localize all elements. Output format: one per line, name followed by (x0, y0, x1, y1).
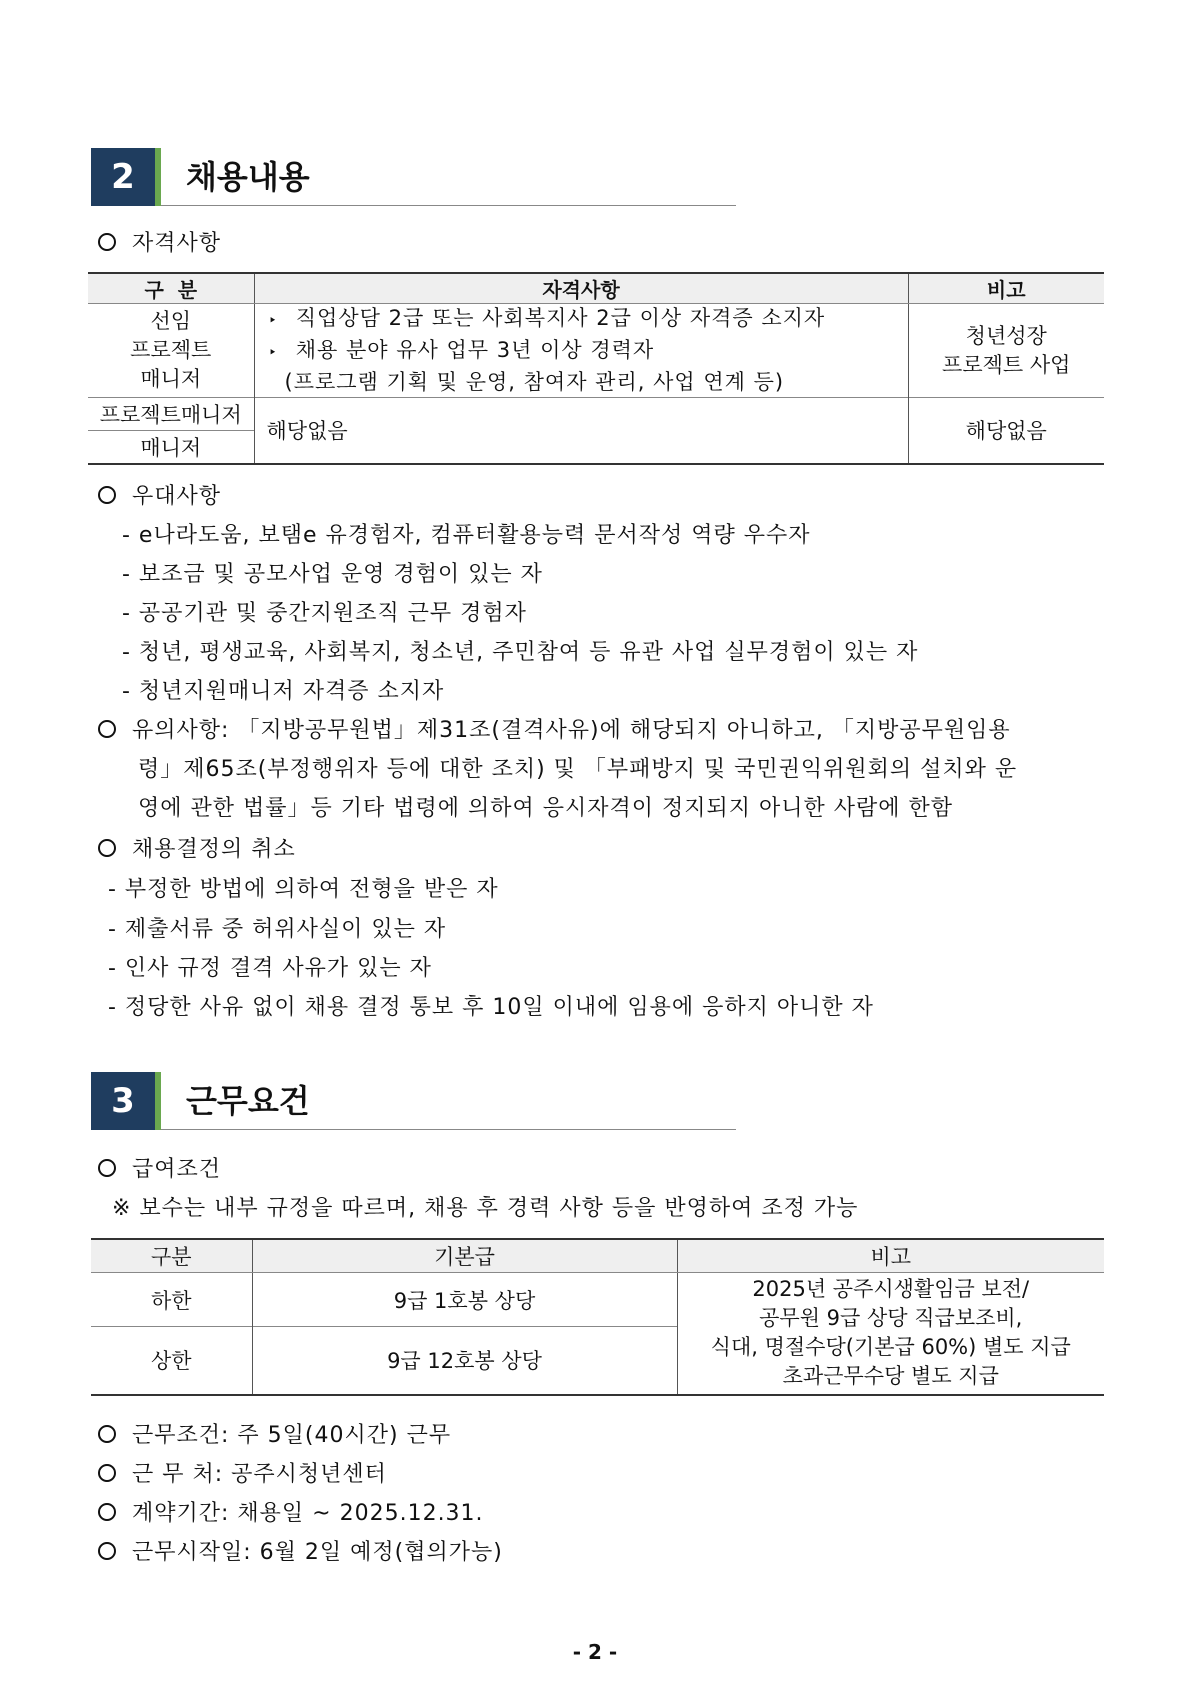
list-item: - 공공기관 및 중간지원조직 근무 경험자 (122, 601, 527, 626)
pm-qualifications: 해당없음 (254, 398, 908, 464)
notice-line-2: 령」제65조(부정행위자 등에 대한 조치) 및 「부패방지 및 국민권익위원회의 설치와 운 (138, 757, 1018, 782)
section-title: 채용내용 (186, 158, 310, 196)
row-label-pm: 프로젝트매니저 (88, 398, 254, 431)
section-3-header (91, 1072, 646, 1132)
senior-pm-note: 청년성장 프로젝트 사업 (908, 304, 1104, 398)
list-item: - 보조금 및 공모사업 운영 경험이 있는 자 (122, 562, 543, 587)
list-item: ‣ 채용 분야 유사 업무 3년 이상 경력자 (268, 338, 655, 362)
qualifications-heading: 자격사항 (98, 226, 221, 257)
circle-bullet-icon (98, 1159, 116, 1177)
section-2-header (91, 148, 646, 208)
page-number: - 2 - (572, 1640, 618, 1664)
list-item: (프로그램 기획 및 운영, 참여자 관리, 사업 연계 등) (284, 370, 785, 394)
list-item: - 인사 규정 결격 사유가 있는 자 (108, 956, 432, 981)
circle-bullet-icon (98, 1542, 116, 1560)
qualifications-table (88, 272, 1104, 465)
section-number: 2 (91, 148, 155, 206)
row-label-manager: 매니저 (88, 431, 254, 464)
row-label-senior-pm: 선임 프로젝트 매니저 (88, 304, 254, 398)
cancellation-heading: 채용결정의 취소 (98, 832, 296, 863)
circle-bullet-icon (98, 1464, 116, 1482)
table-header-category: 구분 (91, 1239, 252, 1273)
row-label-lower: 하한 (91, 1273, 252, 1327)
condition-contract-period: 계약기간: 채용일 ~ 2025.12.31. (98, 1496, 484, 1527)
section-accent-bar (155, 1072, 161, 1130)
table-header-note: 비고 (908, 273, 1104, 304)
notice-line-3: 영에 관한 법률」등 기타 법령에 의하여 응시자격이 정지되지 아니한 사람에 한함 (138, 796, 953, 821)
list-item: - 청년, 평생교육, 사회복지, 청소년, 주민참여 등 유관 사업 실무경험이 있는 자 (122, 640, 919, 665)
notice-line-1: 유의사항: 「지방공무원법」제31조(결격사유)에 해당되지 아니하고, 「지방공무원임용 (98, 713, 1011, 744)
circle-bullet-icon (98, 839, 116, 857)
section-title: 근무요건 (186, 1082, 310, 1120)
list-item: - 정당한 사유 없이 채용 결정 통보 후 10일 이내에 임용에 응하지 아니한 자 (108, 995, 874, 1020)
row-label-upper: 상한 (91, 1327, 252, 1395)
list-item: - 제출서류 중 허위사실이 있는 자 (108, 917, 447, 942)
section-underline (161, 205, 736, 206)
list-item: - e나라도움, 보탬e 유경험자, 컴퓨터활용능력 문서작성 역량 우수자 (122, 523, 811, 548)
circle-bullet-icon (98, 720, 116, 738)
circle-bullet-icon (98, 233, 116, 251)
upper-base-pay: 9급 12호봉 상당 (252, 1327, 677, 1395)
table-header-qualification: 자격사항 (254, 273, 908, 304)
list-item: - 부정한 방법에 의하여 전형을 받은 자 (108, 877, 499, 902)
salary-table (91, 1238, 1104, 1396)
list-item: - 청년지원매니저 자격증 소지자 (122, 679, 445, 704)
salary-heading: 급여조건 (98, 1152, 221, 1183)
table-header-category: 구 분 (88, 273, 254, 304)
salary-remarks: 2025년 공주시생활임금 보전/ 공무원 9급 상당 직급보조비, 식대, 명절수당(기본급 60%) 별도 지급 초과근무수당 별도 지급 (677, 1273, 1104, 1395)
section-underline (161, 1129, 736, 1130)
list-item: ‣ 직업상담 2급 또는 사회복지사 2급 이상 자격증 소지자 (268, 306, 826, 330)
condition-workplace: 근 무 처: 공주시청년센터 (98, 1457, 387, 1488)
circle-bullet-icon (98, 1425, 116, 1443)
section-number: 3 (91, 1072, 155, 1130)
table-header-base-pay: 기본급 (252, 1239, 677, 1273)
salary-note: ※ 보수는 내부 규정을 따르며, 채용 후 경력 사항 등을 반영하여 조정 가능 (112, 1196, 859, 1221)
condition-work-hours: 근무조건: 주 5일(40시간) 근무 (98, 1418, 451, 1449)
circle-bullet-icon (98, 486, 116, 504)
lower-base-pay: 9급 1호봉 상당 (252, 1273, 677, 1327)
senior-pm-qualifications (254, 304, 908, 398)
circle-bullet-icon (98, 1503, 116, 1521)
pm-note: 해당없음 (908, 398, 1104, 464)
condition-start-date: 근무시작일: 6월 2일 예정(협의가능) (98, 1535, 503, 1566)
section-accent-bar (155, 148, 161, 206)
table-header-note: 비고 (677, 1239, 1104, 1273)
preferences-heading: 우대사항 (98, 479, 221, 510)
